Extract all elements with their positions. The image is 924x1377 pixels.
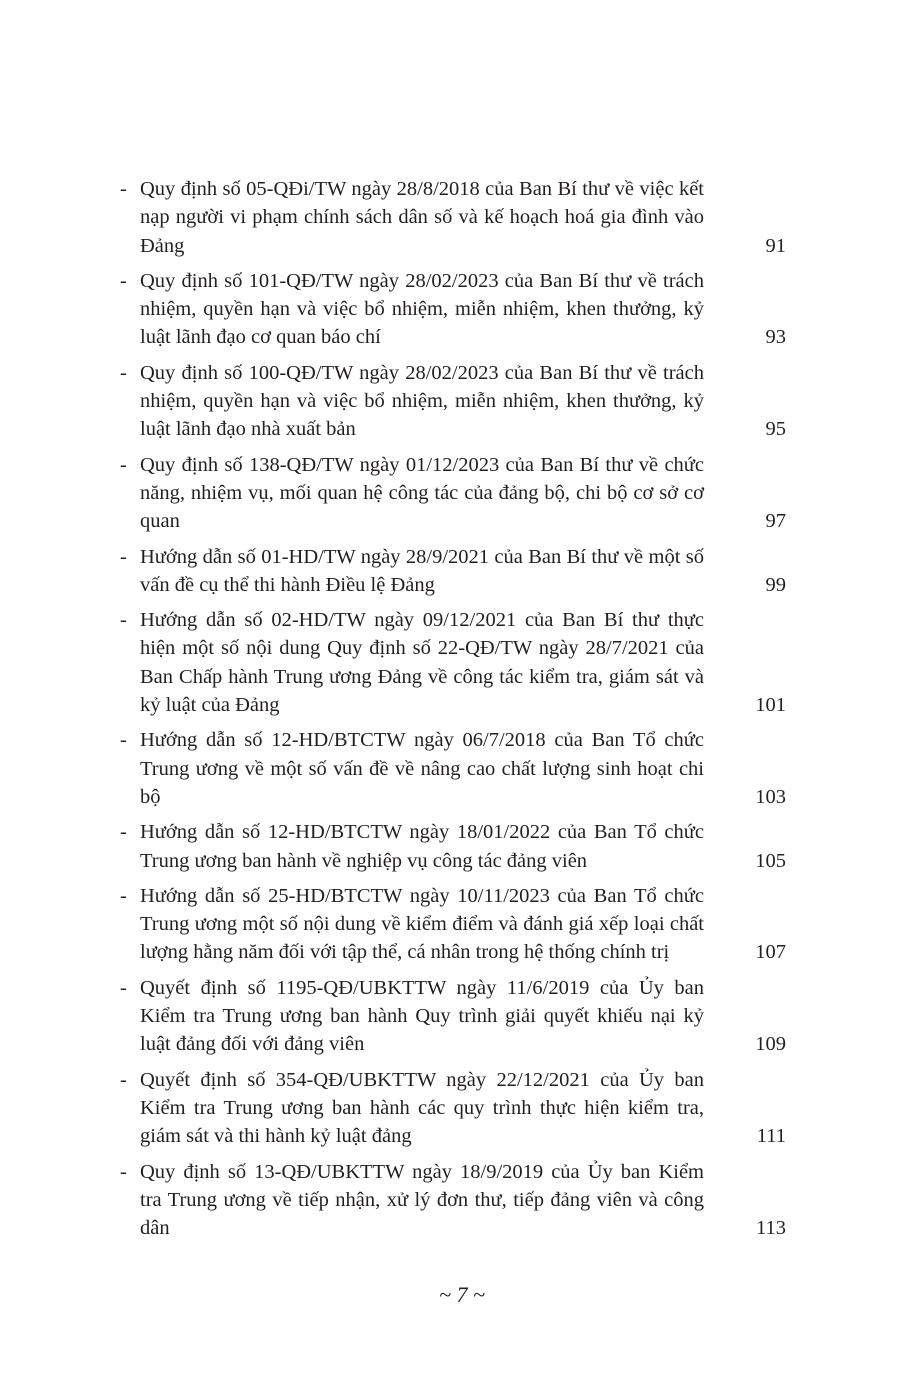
toc-entry-title: Quy định số 100-QĐ/TW ngày 28/02/2023 của Ban Bí thư về trách nhiệm, quyền hạn và việc bổ nhiệm, miễn nhiệm, khen thưởng, kỷ luật lãnh đạo nhà xuất bản bbox=[140, 361, 704, 441]
bullet-dash: - bbox=[120, 453, 127, 476]
toc-entry-page: 111 bbox=[756, 1125, 786, 1148]
bullet-dash: - bbox=[120, 1068, 127, 1091]
toc-entry-title: Hướng dẫn số 01-HD/TW ngày 28/9/2021 của Ban Bí thư về một số vấn đề cụ thể thi hành Điều lệ Đảng bbox=[140, 545, 704, 596]
toc-entry bbox=[120, 1158, 790, 1243]
bullet-dash: - bbox=[120, 821, 127, 844]
toc-entry-title: Hướng dẫn số 02-HD/TW ngày 09/12/2021 của Ban Bí thư thực hiện một số nội dung Quy định số 22-QĐ/TW ngày 28/7/2021 của Ban Chấp hành Trung ương Đảng về công tác kiểm tra, giám sát và kỷ luật của Đảng bbox=[140, 609, 704, 717]
toc-entry-title: Hướng dẫn số 12-HD/BTCTW ngày 18/01/2022 của Ban Tổ chức Trung ương ban hành về nghiệp vụ công tác đảng viên bbox=[140, 821, 704, 872]
toc-entry bbox=[120, 359, 790, 444]
toc-entry-page: 91 bbox=[765, 234, 786, 257]
toc-entry-page: 109 bbox=[755, 1033, 786, 1056]
bullet-dash: - bbox=[120, 609, 127, 632]
bullet-dash: - bbox=[120, 976, 127, 999]
toc-entry bbox=[120, 1066, 790, 1151]
toc-entry bbox=[120, 267, 790, 352]
bullet-dash: - bbox=[120, 1160, 127, 1183]
toc-entry-title: Hướng dẫn số 12-HD/BTCTW ngày 06/7/2018 của Ban Tổ chức Trung ương về một số vấn đề về nâng cao chất lượng sinh hoạt chi bộ bbox=[140, 729, 704, 808]
toc-entry-page: 101 bbox=[755, 694, 786, 717]
toc-entry-title: Quy định số 05-QĐi/TW ngày 28/8/2018 của Ban Bí thư về việc kết nạp người vi phạm chính sách dân số và kế hoạch hoá gia đình vào Đảng bbox=[140, 178, 704, 257]
toc-entry-page: 103 bbox=[755, 785, 786, 808]
toc-entry bbox=[120, 543, 790, 600]
toc-entry-title: Quyết định số 1195-QĐ/UBKTTW ngày 11/6/2019 của Ủy ban Kiểm tra Trung ương ban hành Quy trình giải quyết khiếu nại kỷ luật đảng đối với đảng viên bbox=[140, 976, 704, 1056]
toc-entry-title: Quy định số 101-QĐ/TW ngày 28/02/2023 của Ban Bí thư về trách nhiệm, quyền hạn và việc bổ nhiệm, miễn nhiệm, khen thưởng, kỷ luật lãnh đạo cơ quan báo chí bbox=[140, 269, 704, 349]
toc-entry bbox=[120, 606, 790, 719]
bullet-dash: - bbox=[120, 884, 127, 907]
toc-entry-page: 97 bbox=[765, 510, 786, 533]
page-number: ~ 7 ~ bbox=[439, 1282, 485, 1307]
toc-entry-title: Quy định số 138-QĐ/TW ngày 01/12/2023 của Ban Bí thư về chức năng, nhiệm vụ, mối quan hệ công tác của đảng bộ, chi bộ cơ sở cơ quan bbox=[140, 453, 704, 533]
toc-entry bbox=[120, 726, 790, 811]
table-of-contents bbox=[120, 175, 790, 1249]
bullet-dash: - bbox=[120, 729, 127, 752]
toc-entry-page: 93 bbox=[765, 326, 786, 349]
toc-entry-page: 107 bbox=[755, 941, 786, 964]
toc-entry bbox=[120, 882, 790, 967]
toc-entry bbox=[120, 451, 790, 536]
bullet-dash: - bbox=[120, 178, 127, 200]
toc-entry-page: 95 bbox=[765, 418, 786, 441]
bullet-dash: - bbox=[120, 269, 127, 292]
toc-entry-page: 113 bbox=[756, 1217, 786, 1240]
bullet-dash: - bbox=[120, 361, 127, 384]
toc-entry-page: 105 bbox=[755, 849, 786, 872]
toc-entry bbox=[120, 974, 790, 1059]
bullet-dash: - bbox=[120, 545, 127, 568]
toc-entry-title: Quy định số 13-QĐ/UBKTTW ngày 18/9/2019 của Ủy ban Kiểm tra Trung ương về tiếp nhận, xử lý đơn thư, tiếp đảng viên và công dân bbox=[140, 1160, 704, 1240]
toc-entry bbox=[120, 818, 790, 875]
toc-entry-page: 99 bbox=[765, 573, 786, 596]
toc-entry-title: Quyết định số 354-QĐ/UBKTTW ngày 22/12/2021 của Ủy ban Kiểm tra Trung ương ban hành các quy trình thực hiện kiểm tra, giám sát và thi hành kỷ luật đảng bbox=[140, 1068, 704, 1148]
toc-entry bbox=[120, 175, 790, 260]
toc-entry-title: Hướng dẫn số 25-HD/BTCTW ngày 10/11/2023 của Ban Tổ chức Trung ương một số nội dung về kiểm điểm và đánh giá xếp loại chất lượng hằng năm đối với tập thể, cá nhân trong hệ thống chính trị bbox=[140, 884, 704, 964]
